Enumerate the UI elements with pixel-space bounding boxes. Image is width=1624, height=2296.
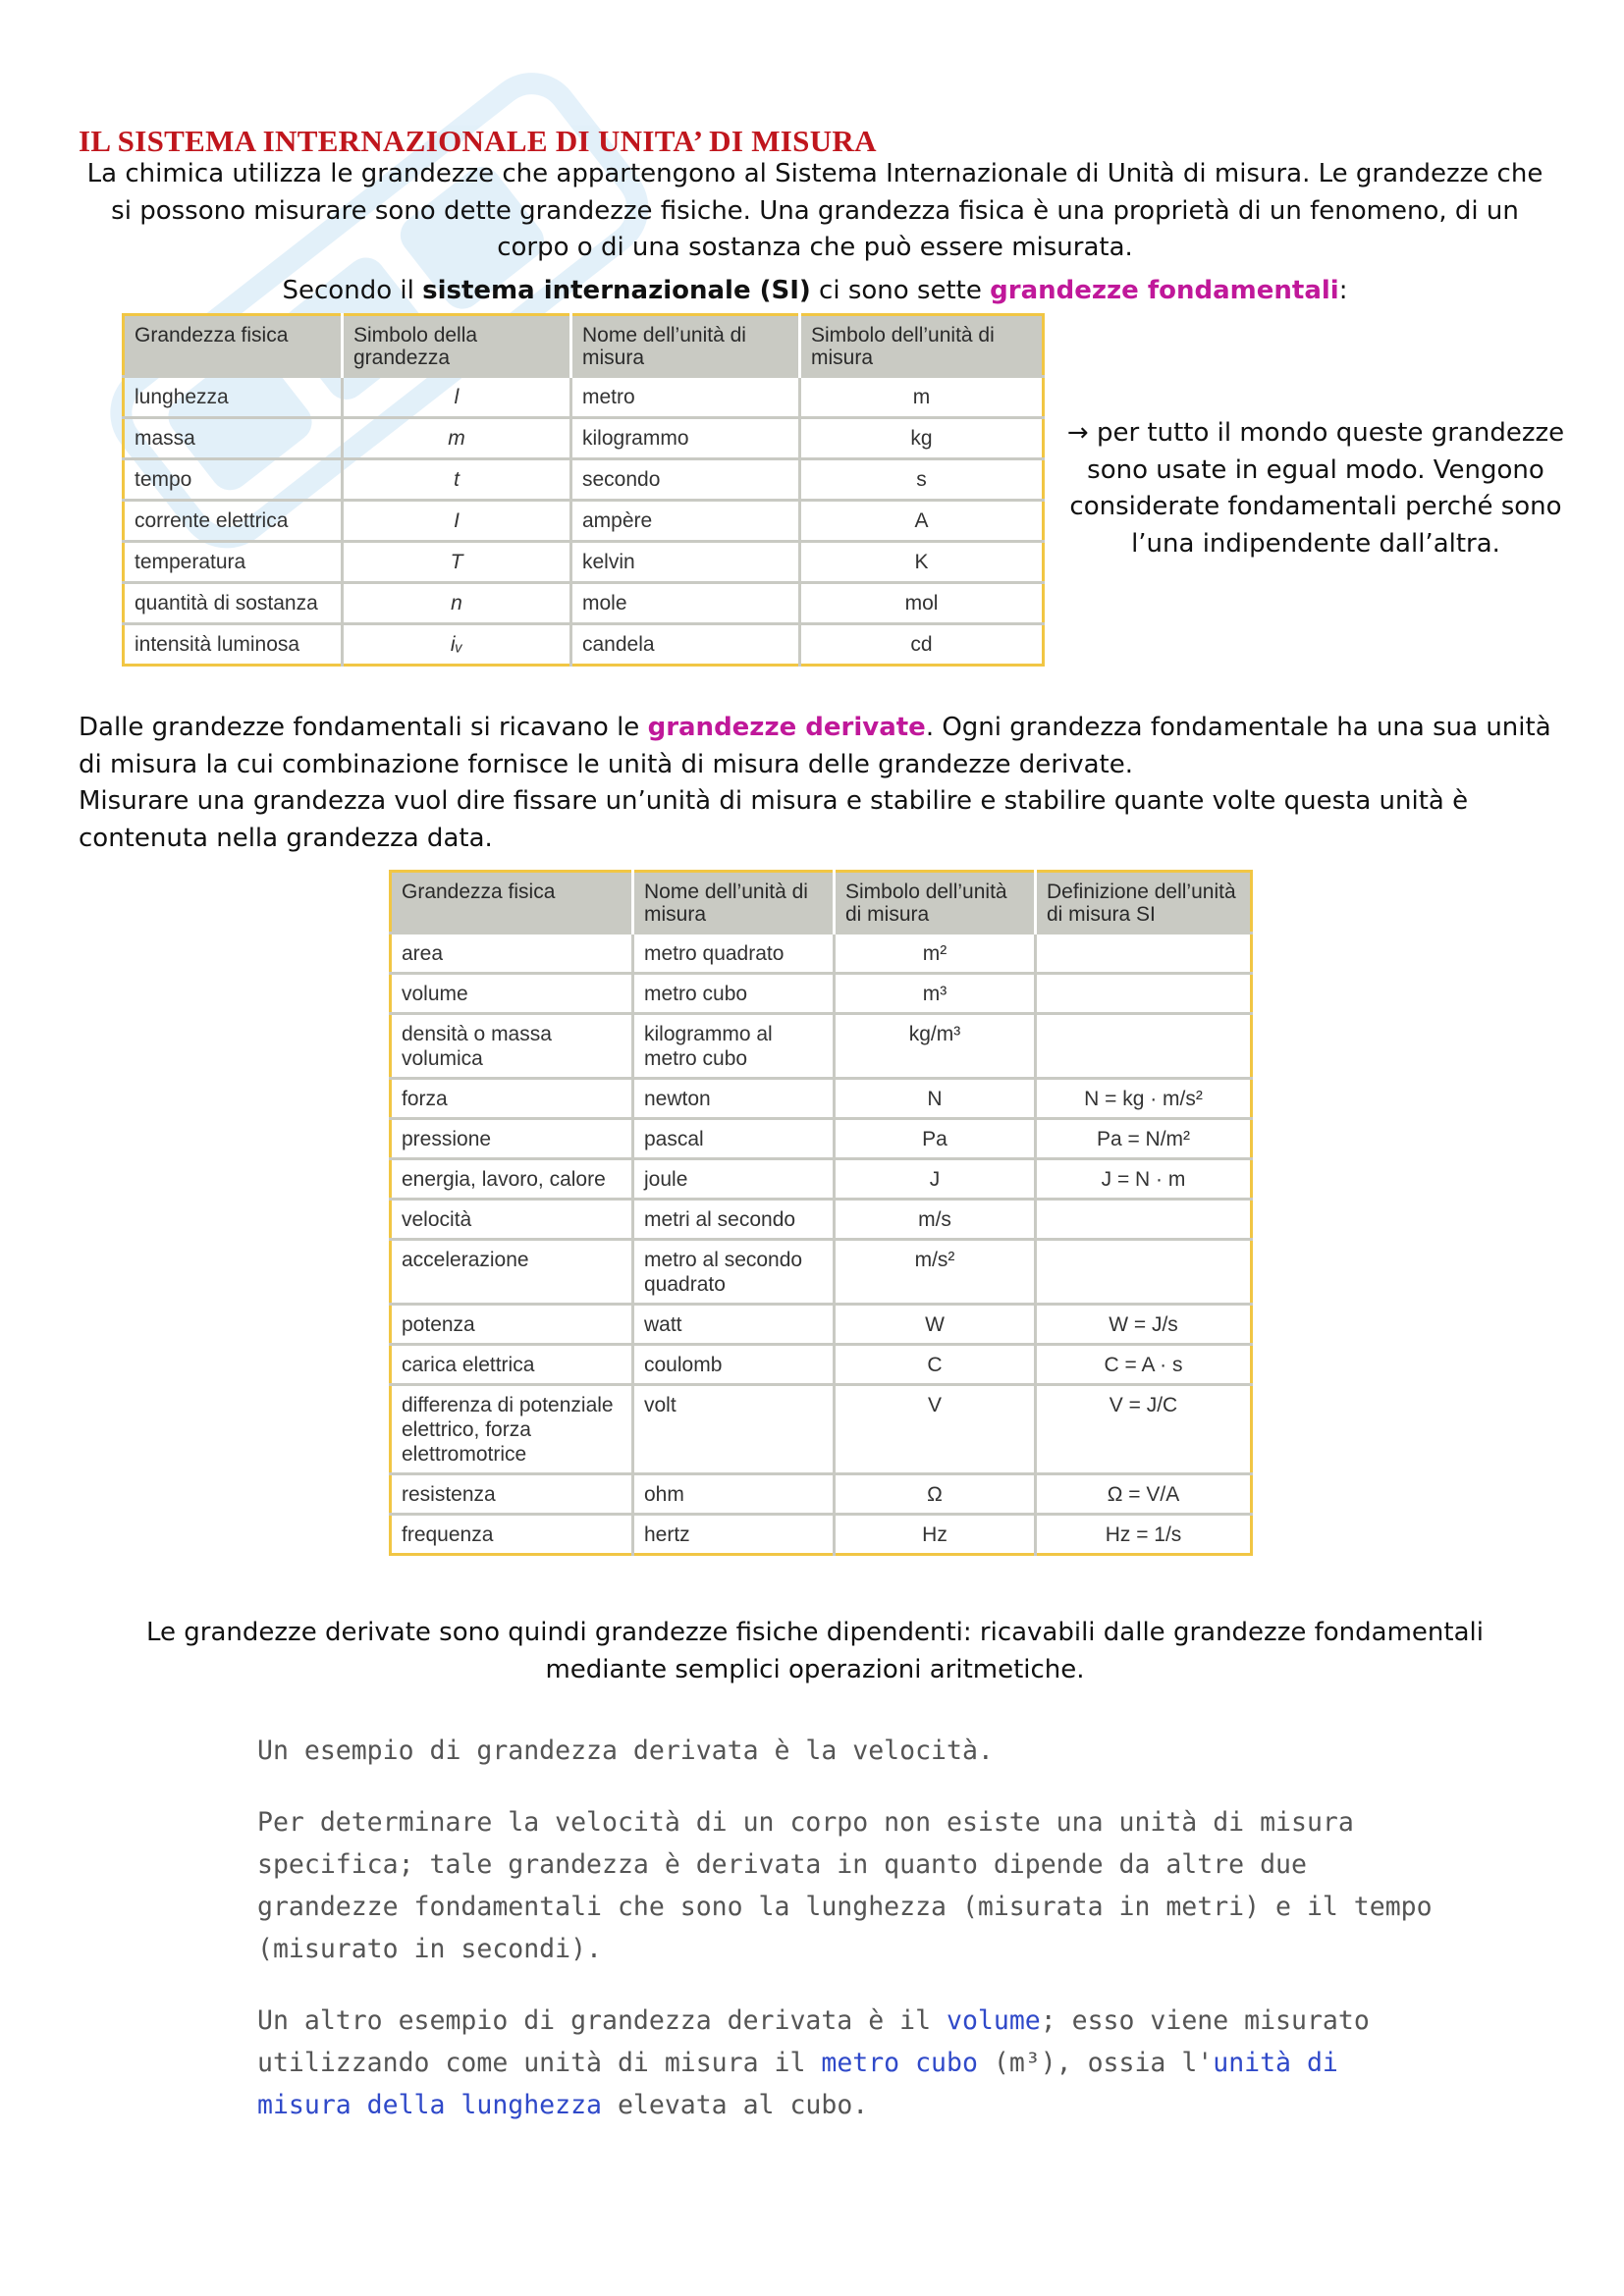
fundamental-quantities-table	[122, 313, 1045, 667]
table-row	[391, 1385, 1252, 1474]
table-header-row	[391, 872, 1252, 934]
side-note: → per tutto il mondo queste grandezze sono usate in egual modo. Vengono considerate fondamentali perché sono l’una indipendente dall’altra.	[1066, 418, 1565, 559]
cell-definition: Ω = V/A	[1036, 1474, 1252, 1515]
cell-definition: C = A · s	[1036, 1345, 1252, 1385]
cell-quantity: potenza	[391, 1305, 633, 1345]
cell-unit-name: metro al secondo quadrato	[633, 1240, 835, 1305]
cell-unit-symbol: J	[835, 1159, 1036, 1200]
cell-unit-name: watt	[633, 1305, 835, 1345]
cell-unit-symbol: kg/m³	[835, 1014, 1036, 1079]
cell-quantity: pressione	[391, 1119, 633, 1159]
example-excerpt	[257, 1730, 1435, 2156]
table-row	[391, 1474, 1252, 1515]
page-title: IL SISTEMA INTERNAZIONALE DI UNITA’ DI MISURA	[79, 124, 877, 158]
column-header: Definizione dell’unità di misura SI	[1036, 872, 1252, 934]
cell-unit-name: metro cubo	[633, 974, 835, 1014]
cell-unit-name: coulomb	[633, 1345, 835, 1385]
cell-quantity: intensità luminosa	[124, 624, 343, 666]
table-row	[391, 1200, 1252, 1240]
cell-unit-symbol: C	[835, 1345, 1036, 1385]
si-mid: ci sono sette	[810, 276, 991, 305]
cell-unit-symbol: Pa	[835, 1119, 1036, 1159]
si-bold: sistema internazionale (SI)	[422, 276, 811, 305]
column-header: Nome dell’unità di misura	[571, 315, 800, 377]
si-suffix: :	[1338, 276, 1348, 305]
column-header: Grandezza fisica	[124, 315, 343, 377]
excerpt-paragraph-1: Un esempio di grandezza derivata è la velocità.	[257, 1735, 994, 1766]
column-header: Grandezza fisica	[391, 872, 633, 934]
si-prefix: Secondo il	[282, 276, 423, 305]
table-row	[391, 1014, 1252, 1079]
cell-definition: Hz = 1/s	[1036, 1515, 1252, 1555]
cell-symbol: l	[343, 377, 571, 418]
table-row	[391, 1079, 1252, 1119]
cell-unit-symbol: K	[800, 542, 1044, 583]
table-row	[391, 934, 1252, 974]
cell-unit-symbol: m³	[835, 974, 1036, 1014]
excerpt-text: elevata al cubo.	[602, 2090, 869, 2120]
cell-definition	[1036, 1014, 1252, 1079]
cell-unit-name: joule	[633, 1159, 835, 1200]
derived-quantities-table	[389, 870, 1253, 1556]
cell-unit-symbol: m	[800, 377, 1044, 418]
table-row	[391, 1515, 1252, 1555]
cell-definition: W = J/s	[1036, 1305, 1252, 1345]
cell-unit-name: ampère	[571, 501, 800, 542]
cell-definition: Pa = N/m²	[1036, 1119, 1252, 1159]
column-header: Simbolo dell’unità di misura	[835, 872, 1036, 934]
table-row	[124, 542, 1044, 583]
table-row	[391, 1159, 1252, 1200]
cell-unit-symbol: Hz	[835, 1515, 1036, 1555]
column-header: Simbolo dell’unità di misura	[800, 315, 1044, 377]
table-row	[124, 501, 1044, 542]
derived-table-body	[391, 934, 1252, 1555]
cell-symbol: T	[343, 542, 571, 583]
conclusion-paragraph: Le grandezze derivate sono quindi grandezze fisiche dipendenti: ricavabili dalle grandezze fondamentali mediante semplici operazioni aritmetiche.	[146, 1618, 1484, 1684]
table-row	[391, 1240, 1252, 1305]
table-row	[391, 974, 1252, 1014]
fundamental-highlight: grandezze fondamentali	[990, 276, 1339, 305]
table-row	[391, 1305, 1252, 1345]
derived-line2: Misurare una grandezza vuol dire fissare un’unità di misura e stabilire e stabilire quante volte questa unità è contenuta nella grandezza data.	[79, 786, 1469, 853]
cell-quantity: energia, lavoro, calore	[391, 1159, 633, 1200]
cell-symbol: iᵥ	[343, 624, 571, 666]
cell-unit-symbol: m/s²	[835, 1240, 1036, 1305]
cell-symbol: I	[343, 501, 571, 542]
cell-quantity: massa	[124, 418, 343, 459]
cell-definition: J = N · m	[1036, 1159, 1252, 1200]
table-row	[391, 1119, 1252, 1159]
cell-definition	[1036, 1200, 1252, 1240]
cell-symbol: n	[343, 583, 571, 624]
table-header-row	[124, 315, 1044, 377]
cell-quantity: resistenza	[391, 1474, 633, 1515]
table-row	[124, 624, 1044, 666]
table-row	[391, 1345, 1252, 1385]
cell-unit-symbol: m²	[835, 934, 1036, 974]
unita-lunghezza-link[interactable]: unità di misura della lunghezza	[257, 2048, 1338, 2120]
excerpt-paragraph-3	[257, 2000, 1435, 2126]
cell-unit-name: hertz	[633, 1515, 835, 1555]
cell-quantity: lunghezza	[124, 377, 343, 418]
excerpt-paragraph-2: Per determinare la velocità di un corpo non esiste una unità di misura specifica; tale grandezza è derivata in quanto dipende da altre due grandezze fondamentali che sono la lunghezza (misurata in metri) e il tempo (misurato in secondi).	[257, 1807, 1433, 1964]
cell-unit-symbol: cd	[800, 624, 1044, 666]
cell-unit-name: kelvin	[571, 542, 800, 583]
metro-cubo-link[interactable]: metro cubo	[821, 2048, 978, 2078]
cell-symbol: m	[343, 418, 571, 459]
table-row	[124, 583, 1044, 624]
si-sentence	[79, 273, 1551, 310]
cell-quantity: forza	[391, 1079, 633, 1119]
cell-unit-symbol: V	[835, 1385, 1036, 1474]
cell-unit-name: candela	[571, 624, 800, 666]
cell-quantity: tempo	[124, 459, 343, 501]
cell-unit-name: kilogrammo	[571, 418, 800, 459]
cell-unit-symbol: N	[835, 1079, 1036, 1119]
cell-quantity: carica elettrica	[391, 1345, 633, 1385]
cell-quantity: velocità	[391, 1200, 633, 1240]
column-header: Nome dell’unità di misura	[633, 872, 835, 934]
derived-prefix: Dalle grandezze fondamentali si ricavano le	[79, 713, 648, 742]
cell-definition	[1036, 974, 1252, 1014]
cell-quantity: densità o massa volumica	[391, 1014, 633, 1079]
cell-unit-symbol: m/s	[835, 1200, 1036, 1240]
cell-unit-name: ohm	[633, 1474, 835, 1515]
excerpt-text: (m³), ossia l'	[977, 2048, 1214, 2078]
cell-quantity: corrente elettrica	[124, 501, 343, 542]
cell-quantity: frequenza	[391, 1515, 633, 1555]
cell-unit-symbol: mol	[800, 583, 1044, 624]
table-row	[124, 418, 1044, 459]
cell-quantity: area	[391, 934, 633, 974]
excerpt-text: Un altro esempio di grandezza derivata è il	[257, 2005, 947, 2036]
cell-symbol: t	[343, 459, 571, 501]
cell-quantity: differenza di potenziale elettrico, forza elettromotrice	[391, 1385, 633, 1474]
cell-unit-name: pascal	[633, 1119, 835, 1159]
cell-quantity: quantità di sostanza	[124, 583, 343, 624]
cell-unit-symbol: s	[800, 459, 1044, 501]
cell-quantity: temperatura	[124, 542, 343, 583]
cell-unit-name: secondo	[571, 459, 800, 501]
cell-quantity: accelerazione	[391, 1240, 633, 1305]
cell-unit-name: metro	[571, 377, 800, 418]
volume-link[interactable]: volume	[947, 2005, 1041, 2036]
cell-unit-name: newton	[633, 1079, 835, 1119]
cell-unit-name: metro quadrato	[633, 934, 835, 974]
cell-unit-symbol: kg	[800, 418, 1044, 459]
cell-definition: V = J/C	[1036, 1385, 1252, 1474]
cell-unit-name: volt	[633, 1385, 835, 1474]
table-row	[124, 459, 1044, 501]
cell-unit-name: metri al secondo	[633, 1200, 835, 1240]
cell-definition	[1036, 934, 1252, 974]
cell-unit-name: mole	[571, 583, 800, 624]
cell-unit-symbol: W	[835, 1305, 1036, 1345]
cell-unit-symbol: A	[800, 501, 1044, 542]
cell-definition: N = kg · m/s²	[1036, 1079, 1252, 1119]
cell-unit-symbol: Ω	[835, 1474, 1036, 1515]
derived-paragraph	[79, 710, 1571, 857]
cell-quantity: volume	[391, 974, 633, 1014]
derived-suffix: . Ogni grandezza fondamentale ha una sua unità di misura la cui combinazione fornisce le unità di misura delle grandezze derivate.	[79, 713, 1551, 779]
derived-highlight: grandezze derivate	[647, 713, 926, 742]
cell-definition	[1036, 1240, 1252, 1305]
intro-paragraph: La chimica utilizza le grandezze che appartengono al Sistema Internazionale di Unità di misura. Le grandezze che si possono misurare sono dette grandezze fisiche. Una grandezza fisica è una proprietà di un fenomeno, di un corpo o di una sostanza che può essere misurata.	[86, 159, 1543, 262]
column-header: Simbolo della grandezza	[343, 315, 571, 377]
cell-unit-name: kilogrammo al metro cubo	[633, 1014, 835, 1079]
table-row	[124, 377, 1044, 418]
excerpt-text: ; esso viene misurato utilizzando come unità di misura il	[257, 2005, 1370, 2078]
